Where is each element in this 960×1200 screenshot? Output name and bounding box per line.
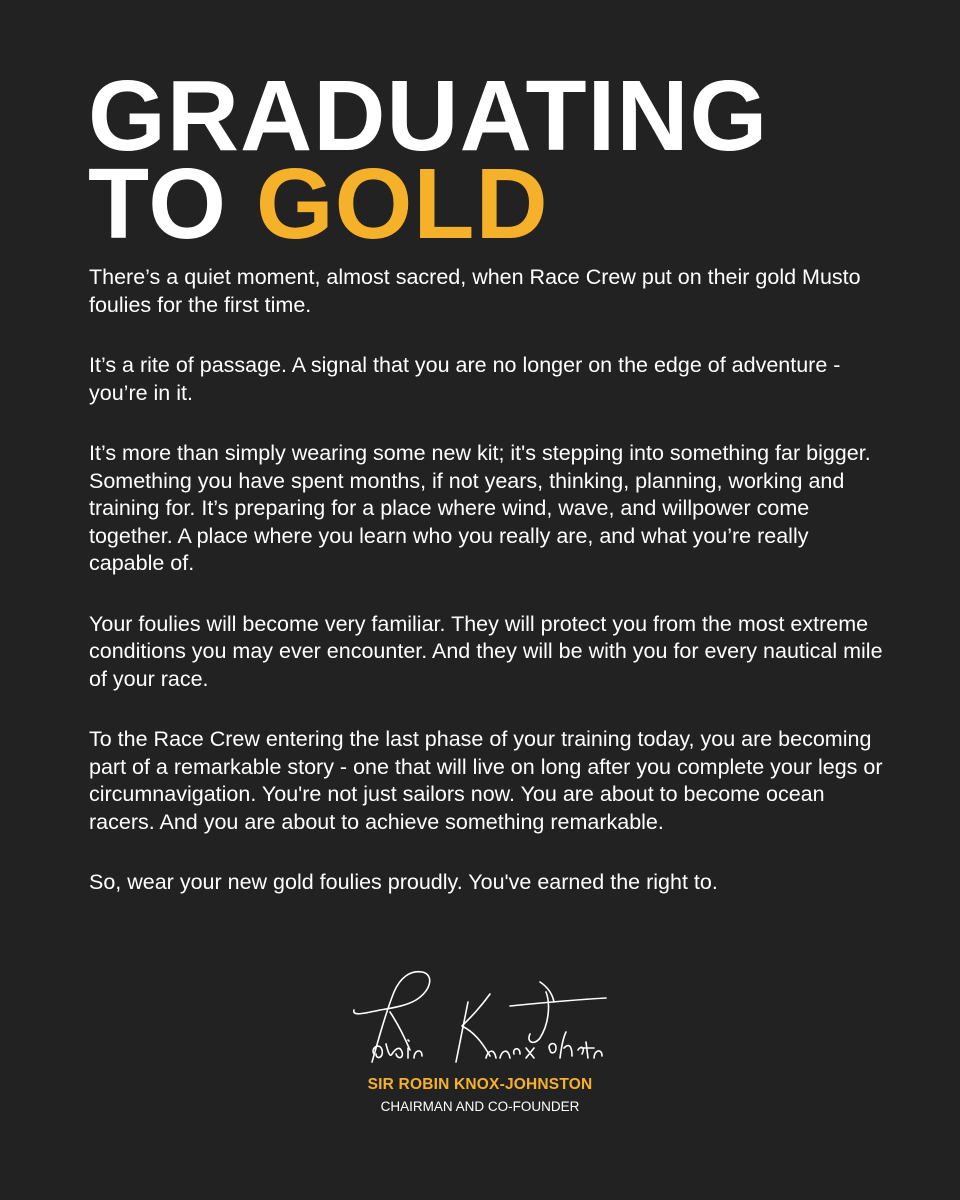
paragraph-2: It’s a rite of passage. A signal that you are no longer on the edge of adventure - you’re in it. [89,353,841,405]
paragraph-1: There’s a quiet moment, almost sacred, when Race Crew put on their gold Musto foulies for the first time. [89,265,861,317]
paragraph-3: It’s more than simply wearing some new kit; it's stepping into something far bigger. Something you have spent months, if not years, thinking, planning, working and training for. It’s preparing for a place where wind, wave, and willpower come together. A place where you learn who you really are, and what you’re really capable of. [89,441,871,575]
letter-body [89,264,889,930]
headline-line-1: GRADUATING [88,60,769,172]
paragraph-4: Your foulies will become very familiar. They will protect you from the most extreme conditions you may ever encounter. And they will be with you for every nautical mile of your race. [89,611,883,691]
headline-line-2 [88,148,768,260]
headline [88,60,769,260]
headline-highlight: GOLD [255,148,549,260]
headline-prefix: TO [88,148,228,260]
signatory-role: CHAIRMAN AND CO-FOUNDER [380,1099,580,1114]
handwritten-signature [350,962,610,1072]
paragraph-6: So, wear your new gold foulies proudly. You've earned the right to. [89,870,718,894]
paragraph-5: To the Race Crew entering the last phase of your training today, you are becoming part of a remarkable story - one that will live on long after you complete your legs or circumnavigation. You're not just sailors now. You are about to become ocean racers. And you are about to achieve something remarkable. [89,727,883,834]
signatory-name: SIR ROBIN KNOX-JOHNSTON [367,1076,593,1093]
